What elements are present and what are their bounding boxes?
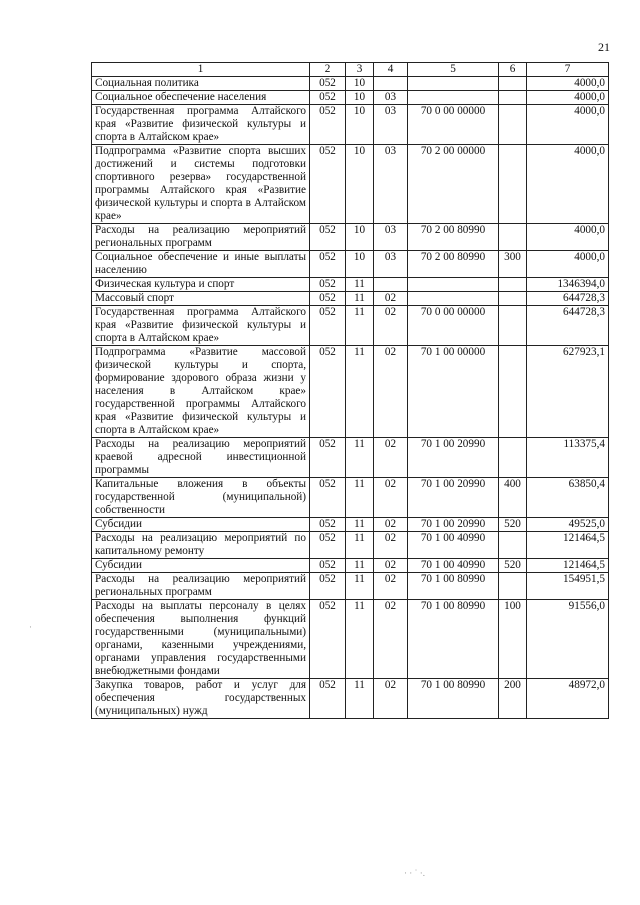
table-row: [92, 77, 609, 91]
cell-code-2: 052: [310, 573, 346, 600]
scan-artifact: ·: [29, 622, 32, 632]
cell-code-6: [499, 532, 527, 559]
cell-code-4: [374, 77, 408, 91]
table-row: [92, 438, 609, 478]
cell-code-2: 052: [310, 478, 346, 518]
cell-name: Субсидии: [92, 559, 310, 573]
cell-code-3: 11: [346, 478, 374, 518]
page-number: 21: [598, 40, 610, 54]
cell-code-5: [408, 278, 499, 292]
cell-name: Расходы на реализацию мероприятий по капитальному ремонту: [92, 532, 310, 559]
cell-amount: 4000,0: [527, 224, 609, 251]
table-row: [92, 91, 609, 105]
cell-name: Социальное обеспечение населения: [92, 91, 310, 105]
cell-code-2: 052: [310, 292, 346, 306]
cell-name: Государственная программа Алтайского края «Развитие физической культуры и спорта в Алтайском крае»: [92, 105, 310, 145]
cell-code-3: 11: [346, 573, 374, 600]
cell-code-3: 11: [346, 532, 374, 559]
cell-name: Физическая культура и спорт: [92, 278, 310, 292]
cell-name: Расходы на реализацию мероприятий региональных программ: [92, 573, 310, 600]
cell-code-2: 052: [310, 559, 346, 573]
table-row: [92, 224, 609, 251]
column-header: 1: [92, 63, 310, 77]
cell-amount: 4000,0: [527, 77, 609, 91]
cell-code-6: 400: [499, 478, 527, 518]
cell-code-5: [408, 292, 499, 306]
cell-code-6: [499, 105, 527, 145]
cell-amount: 91556,0: [527, 600, 609, 679]
cell-code-4: 02: [374, 518, 408, 532]
cell-code-5: 70 2 00 80990: [408, 224, 499, 251]
cell-code-3: 11: [346, 518, 374, 532]
cell-code-6: [499, 224, 527, 251]
cell-code-4: 02: [374, 438, 408, 478]
cell-code-2: 052: [310, 306, 346, 346]
cell-code-2: 052: [310, 91, 346, 105]
cell-code-4: 03: [374, 251, 408, 278]
scan-artifact: · · ˙ ·.: [404, 868, 425, 878]
cell-name: Подпрограмма «Развитие спорта высших достижений и системы подготовки спортивного резерва» государственной программы Алтайского края «Развитие физической культуры и спорта в Алтайском крае»: [92, 145, 310, 224]
cell-code-4: 02: [374, 573, 408, 600]
table-row: [92, 278, 609, 292]
cell-amount: 121464,5: [527, 559, 609, 573]
cell-amount: 627923,1: [527, 346, 609, 438]
cell-code-6: [499, 77, 527, 91]
cell-code-5: 70 2 00 00000: [408, 145, 499, 224]
cell-code-5: 70 1 00 40990: [408, 532, 499, 559]
cell-code-6: 300: [499, 251, 527, 278]
cell-amount: 4000,0: [527, 251, 609, 278]
cell-code-6: [499, 91, 527, 105]
table-row: [92, 251, 609, 278]
column-header: 2: [310, 63, 346, 77]
cell-code-2: 052: [310, 77, 346, 91]
table-row: [92, 679, 609, 719]
cell-name: Расходы на выплаты персоналу в целях обеспечения выполнения функций государственными (муниципальными) органами, казенными учреждениями, органами управления государственными внебюджетными фондами: [92, 600, 310, 679]
table-header-row: [92, 63, 609, 77]
table-row: [92, 532, 609, 559]
column-header: 4: [374, 63, 408, 77]
cell-code-2: 052: [310, 224, 346, 251]
cell-code-6: [499, 438, 527, 478]
cell-code-3: 11: [346, 438, 374, 478]
cell-code-4: 03: [374, 105, 408, 145]
cell-code-4: 02: [374, 559, 408, 573]
cell-code-5: [408, 91, 499, 105]
cell-code-2: 052: [310, 518, 346, 532]
cell-code-4: 02: [374, 292, 408, 306]
column-header: 5: [408, 63, 499, 77]
cell-code-2: 052: [310, 438, 346, 478]
cell-code-4: 02: [374, 346, 408, 438]
cell-amount: 49525,0: [527, 518, 609, 532]
cell-code-2: 052: [310, 278, 346, 292]
table-row: [92, 292, 609, 306]
cell-code-2: 052: [310, 145, 346, 224]
cell-code-4: 02: [374, 306, 408, 346]
cell-code-2: 052: [310, 346, 346, 438]
cell-code-3: 10: [346, 251, 374, 278]
cell-code-3: 11: [346, 679, 374, 719]
cell-code-6: 520: [499, 559, 527, 573]
cell-code-2: 052: [310, 251, 346, 278]
cell-code-6: [499, 145, 527, 224]
cell-name: Государственная программа Алтайского края «Развитие физической культуры и спорта в Алтайском крае»: [92, 306, 310, 346]
table-row: [92, 559, 609, 573]
column-header: 3: [346, 63, 374, 77]
table-row: [92, 573, 609, 600]
cell-code-6: 520: [499, 518, 527, 532]
cell-name: Капитальные вложения в объекты государственной (муниципальной) собственности: [92, 478, 310, 518]
cell-code-6: [499, 278, 527, 292]
table-row: [92, 105, 609, 145]
cell-code-6: 100: [499, 600, 527, 679]
cell-name: Подпрограмма «Развитие массовой физической культуры и спорта, формирование здорового образа жизни у населения в Алтайском крае» государственной программы Алтайского края «Развитие физической культуры и спорта в Алтайском крае»: [92, 346, 310, 438]
cell-amount: 113375,4: [527, 438, 609, 478]
table-row: [92, 478, 609, 518]
cell-amount: 63850,4: [527, 478, 609, 518]
cell-amount: 4000,0: [527, 105, 609, 145]
cell-code-5: 70 1 00 80990: [408, 573, 499, 600]
budget-table: [91, 62, 609, 719]
cell-code-3: 10: [346, 105, 374, 145]
cell-code-3: 10: [346, 224, 374, 251]
table-row: [92, 346, 609, 438]
cell-code-5: 70 2 00 80990: [408, 251, 499, 278]
cell-amount: 154951,5: [527, 573, 609, 600]
cell-code-2: 052: [310, 600, 346, 679]
cell-code-2: 052: [310, 679, 346, 719]
cell-code-6: [499, 292, 527, 306]
cell-code-6: [499, 573, 527, 600]
cell-amount: 644728,3: [527, 306, 609, 346]
cell-code-3: 10: [346, 77, 374, 91]
cell-amount: 48972,0: [527, 679, 609, 719]
cell-amount: 644728,3: [527, 292, 609, 306]
cell-code-5: [408, 77, 499, 91]
cell-name: Субсидии: [92, 518, 310, 532]
cell-code-3: 10: [346, 91, 374, 105]
cell-code-5: 70 1 00 80990: [408, 679, 499, 719]
cell-code-3: 11: [346, 600, 374, 679]
cell-code-6: [499, 346, 527, 438]
column-header: 7: [527, 63, 609, 77]
cell-code-6: 200: [499, 679, 527, 719]
cell-code-5: 70 1 00 20990: [408, 438, 499, 478]
cell-name: Расходы на реализацию мероприятий краевой адресной инвестиционной программы: [92, 438, 310, 478]
cell-code-3: 11: [346, 306, 374, 346]
cell-amount: 4000,0: [527, 145, 609, 224]
cell-code-3: 11: [346, 346, 374, 438]
cell-code-3: 11: [346, 278, 374, 292]
cell-code-4: 03: [374, 224, 408, 251]
cell-code-5: 70 0 00 00000: [408, 306, 499, 346]
cell-name: Расходы на реализацию мероприятий региональных программ: [92, 224, 310, 251]
cell-code-4: 02: [374, 679, 408, 719]
cell-code-5: 70 1 00 40990: [408, 559, 499, 573]
cell-name: Социальное обеспечение и иные выплаты населению: [92, 251, 310, 278]
cell-code-6: [499, 306, 527, 346]
table-row: [92, 306, 609, 346]
cell-code-2: 052: [310, 532, 346, 559]
cell-code-5: 70 1 00 00000: [408, 346, 499, 438]
cell-code-5: 70 0 00 00000: [408, 105, 499, 145]
cell-code-5: 70 1 00 20990: [408, 518, 499, 532]
cell-code-4: 03: [374, 91, 408, 105]
table-row: [92, 600, 609, 679]
cell-name: Социальная политика: [92, 77, 310, 91]
cell-code-5: 70 1 00 80990: [408, 600, 499, 679]
cell-code-2: 052: [310, 105, 346, 145]
cell-code-3: 11: [346, 292, 374, 306]
cell-code-4: [374, 278, 408, 292]
cell-name: Массовый спорт: [92, 292, 310, 306]
column-header: 6: [499, 63, 527, 77]
cell-code-5: 70 1 00 20990: [408, 478, 499, 518]
cell-amount: 1346394,0: [527, 278, 609, 292]
cell-code-4: 02: [374, 600, 408, 679]
cell-name: Закупка товаров, работ и услуг для обеспечения государственных (муниципальных) нужд: [92, 679, 310, 719]
cell-code-3: 10: [346, 145, 374, 224]
table-row: [92, 145, 609, 224]
cell-code-4: 02: [374, 532, 408, 559]
cell-code-4: 03: [374, 145, 408, 224]
cell-code-3: 11: [346, 559, 374, 573]
table-body: [92, 77, 609, 719]
cell-amount: 4000,0: [527, 91, 609, 105]
table-row: [92, 518, 609, 532]
cell-code-4: 02: [374, 478, 408, 518]
cell-amount: 121464,5: [527, 532, 609, 559]
